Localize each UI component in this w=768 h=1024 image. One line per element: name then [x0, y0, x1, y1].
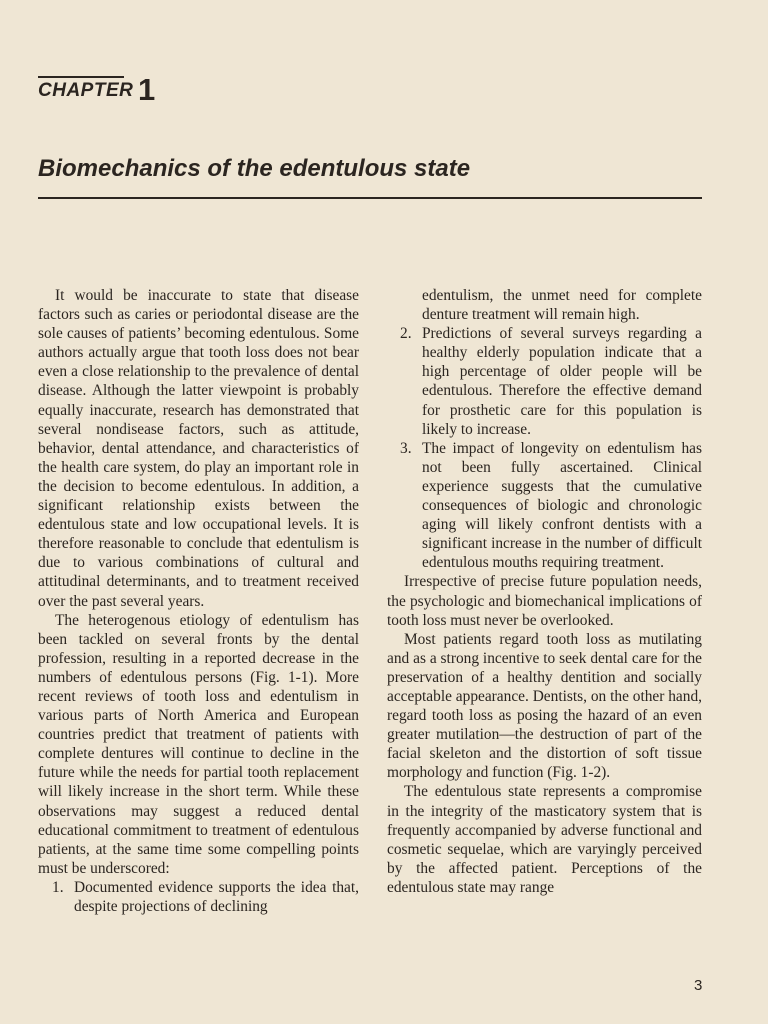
paragraph: Most patients regard tooth loss as mutilating and as a strong incentive to seek dental care for the preservation of a healthy dentition and socially acceptable appearance. Dentists, on the other hand, regard tooth loss as posing the hazard of an even greater mutilation—the destruction of part of the facial skeleton and the distortion of soft tissue morphology and function (Fig. 1-2).	[387, 630, 702, 782]
chapter-rule	[38, 76, 124, 78]
list-item-text: Documented evidence supports the idea that, despite projections of declining	[74, 878, 359, 915]
title-rule	[38, 197, 702, 199]
right-column	[387, 286, 702, 897]
page-number: 3	[694, 977, 703, 994]
list-item-text: edentulism, the unmet need for complete denture treatment will remain high.	[422, 287, 702, 324]
paragraph: Irrespective of precise future population needs, the psychologic and biomechanical implications of tooth loss must never be overlooked.	[387, 573, 702, 629]
chapter-label: CHAPTER	[38, 80, 134, 101]
list-item-number: 3.	[400, 439, 412, 457]
list-item	[38, 878, 359, 916]
list-item-number: 2.	[400, 325, 412, 343]
paragraph: It would be inaccurate to state that disease factors such as caries or periodontal disease are the sole causes of patients’ becoming edentulous. Some authors actually argue that tooth loss does not bear even a close relationship to the prevalence of dental disease. Although the latter viewpoint is probably equally inaccurate, research has demonstrated that several nondisease factors, such as attitude, behavior, dental attendance, and characteristics of the health care system, do play an important role in the decision to become edentulous. In addition, a significant relationship exists between the edentulous state and low occupational levels. It is therefore reasonable to conclude that edentulism is due to various combinations of cultural and attitudinal determinants, and to treatment received over the past several years.	[38, 287, 359, 610]
list-item	[387, 286, 702, 324]
chapter-number: 1	[138, 72, 156, 107]
paragraph: The heterogenous etiology of edentulism has been tackled on several fronts by the dental profession, resulting in a reported decrease in the numbers of edentulous persons (Fig. 1-1). More recent reviews of tooth loss and edentulism in various parts of North America and European countries predict that treatment of patients with complete dentures will continue to decline in the future while the needs for partial tooth replacement will likely increase in the short term. While these observations may suggest a reduced dental educational commitment to treatment of edentulous patients, at the same time some compelling points must be underscored:	[38, 611, 359, 877]
list-item	[387, 439, 702, 573]
list-item-number: 1.	[52, 878, 64, 896]
paragraph: The edentulous state represents a compromise in the integrity of the masticatory system that is frequently accompanied by adverse functional and cosmetic sequelae, which are varyingly perceived by the affected patient. Perceptions of the edentulous state may range	[387, 783, 702, 896]
list-item-text: The impact of longevity on edentulism has not been fully ascertained. Clinical experience suggests that the cumulative consequences of biologic and chronologic aging will likely confront dentists with a significant increase in the number of difficult edentulous mouths requiring treatment.	[422, 439, 702, 572]
left-column	[38, 286, 359, 916]
chapter-title: Biomechanics of the edentulous state	[38, 155, 471, 182]
list-item-text: Predictions of several surveys regarding a healthy elderly population indicate that a high percentage of older people will be edentulous. Therefore the effective demand for prosthetic care for this population is likely to increase.	[422, 325, 702, 438]
list-item	[387, 324, 702, 439]
